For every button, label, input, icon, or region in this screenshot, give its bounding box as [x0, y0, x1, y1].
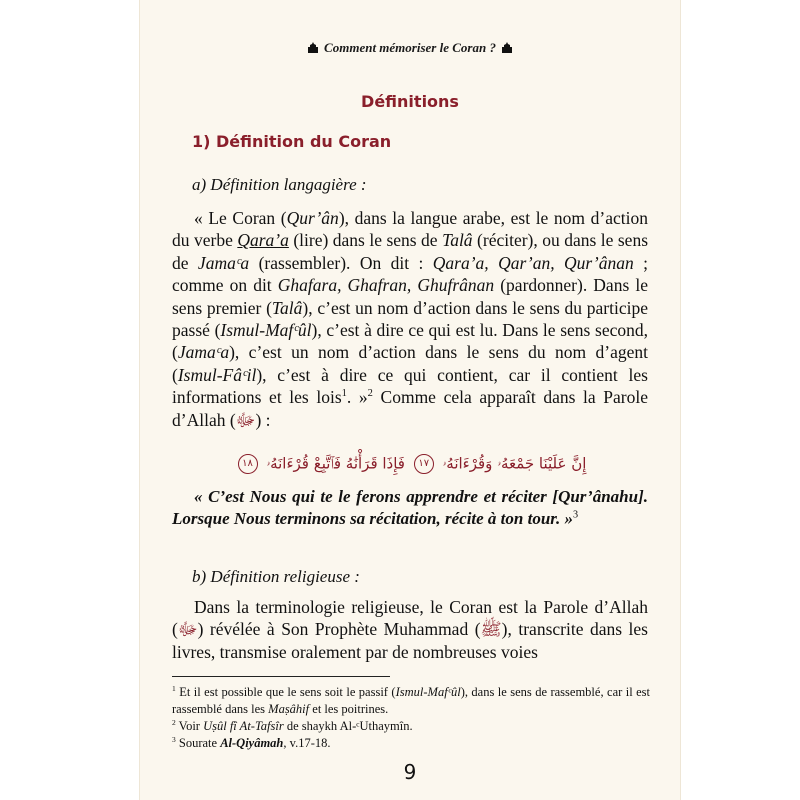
footnote-3: $^3$ Sourate Al-Qiyâmah, v.17-18.	[172, 734, 331, 750]
footnotes	[172, 684, 650, 752]
part-b-paragraph: Dans la terminologie religieuse, le Coran est la Parole d’Allah (ﷻ) révélée à Son Prophète Muhammad (ﷺ), transcrite dans les livres, transmise oralement par de nombreuses voies	[172, 597, 648, 662]
mosque-icon	[502, 42, 512, 53]
verse-text: فَإِذَا قَرَأْنَٰهُ فَٱتَّبِعْ قُرْءَانَهُۥ	[266, 454, 405, 473]
part-b-heading: b) Définition religieuse :	[192, 567, 360, 586]
footnote-divider	[172, 676, 390, 677]
mosque-icon	[308, 42, 318, 53]
footnote-ref: 2	[367, 388, 373, 400]
part-a-paragraph: « Le Coran (Qur’ân), dans la langue arabe, est le nom d’action du verbe Qara’a (lire) dans le sens de Talâ (réciter), ou dans le sens de Jamaᶜa (rassembler). On dit : Qara’a, Qar’an, Qur’ânan ; comme on dit Ghafara, Ghafran, Ghufrânan (pardonner). Dans le sens premier (Talâ), c’est un nom d’action dans le sens du participe passé (Ismul-Mafᶜûl), c’est à dire ce qui est lu. Dans le sens second, (Jamaᶜa), c’est un nom d’action dans le sens du nom d’agent (Ismul-Fâᶜil), c’est à dire ce qui contient, car il contient les informations et les lois$^1$. »$^2$ Comme cela apparaît dans la Parole d’Allah (ﷻ) :	[172, 208, 648, 430]
page-number: 9	[403, 760, 417, 784]
verse-translation: « C’est Nous qui te le ferons apprendre et réciter [Qur’ânahu]. Lorsque Nous terminons sa récitation, récite à ton tour. »$^3$	[172, 487, 648, 528]
verse-number: ١٧	[414, 454, 434, 474]
honorific-glyph: ﷻ	[177, 619, 198, 640]
verse-text: إِنَّ عَلَيْنَا جَمْعَهُۥ وَقُرْءَانَهُۥ	[442, 454, 587, 473]
footnote-ref: 1	[341, 388, 347, 400]
verse-number: ١٨	[238, 454, 258, 474]
footnote-ref: 3	[572, 509, 579, 521]
part-a-heading: a) Définition langagière :	[192, 175, 367, 194]
honorific-glyph: ﷺ	[480, 619, 502, 640]
subsection-title: 1) Définition du Coran	[192, 132, 392, 151]
section-title: Définitions	[361, 92, 459, 111]
footnote-1: $^1$ Et il est possible que le sens soit le passif (Ismul-Mafᶜûl), dans le sens de rassemblé, car il est rassemblé dans les Maṣâhif et les poitrines.	[172, 683, 651, 716]
running-header	[140, 40, 680, 56]
footnote-2: $^2$ Voir Uṣûl fî At-Tafsîr de shaykh Al-ᶜUthaymîn.	[172, 717, 413, 733]
arabic-verse	[200, 454, 620, 474]
running-title: Comment mémoriser le Coran ?	[324, 40, 496, 55]
book-page	[140, 0, 680, 800]
honorific-glyph: ﷻ	[235, 409, 256, 430]
